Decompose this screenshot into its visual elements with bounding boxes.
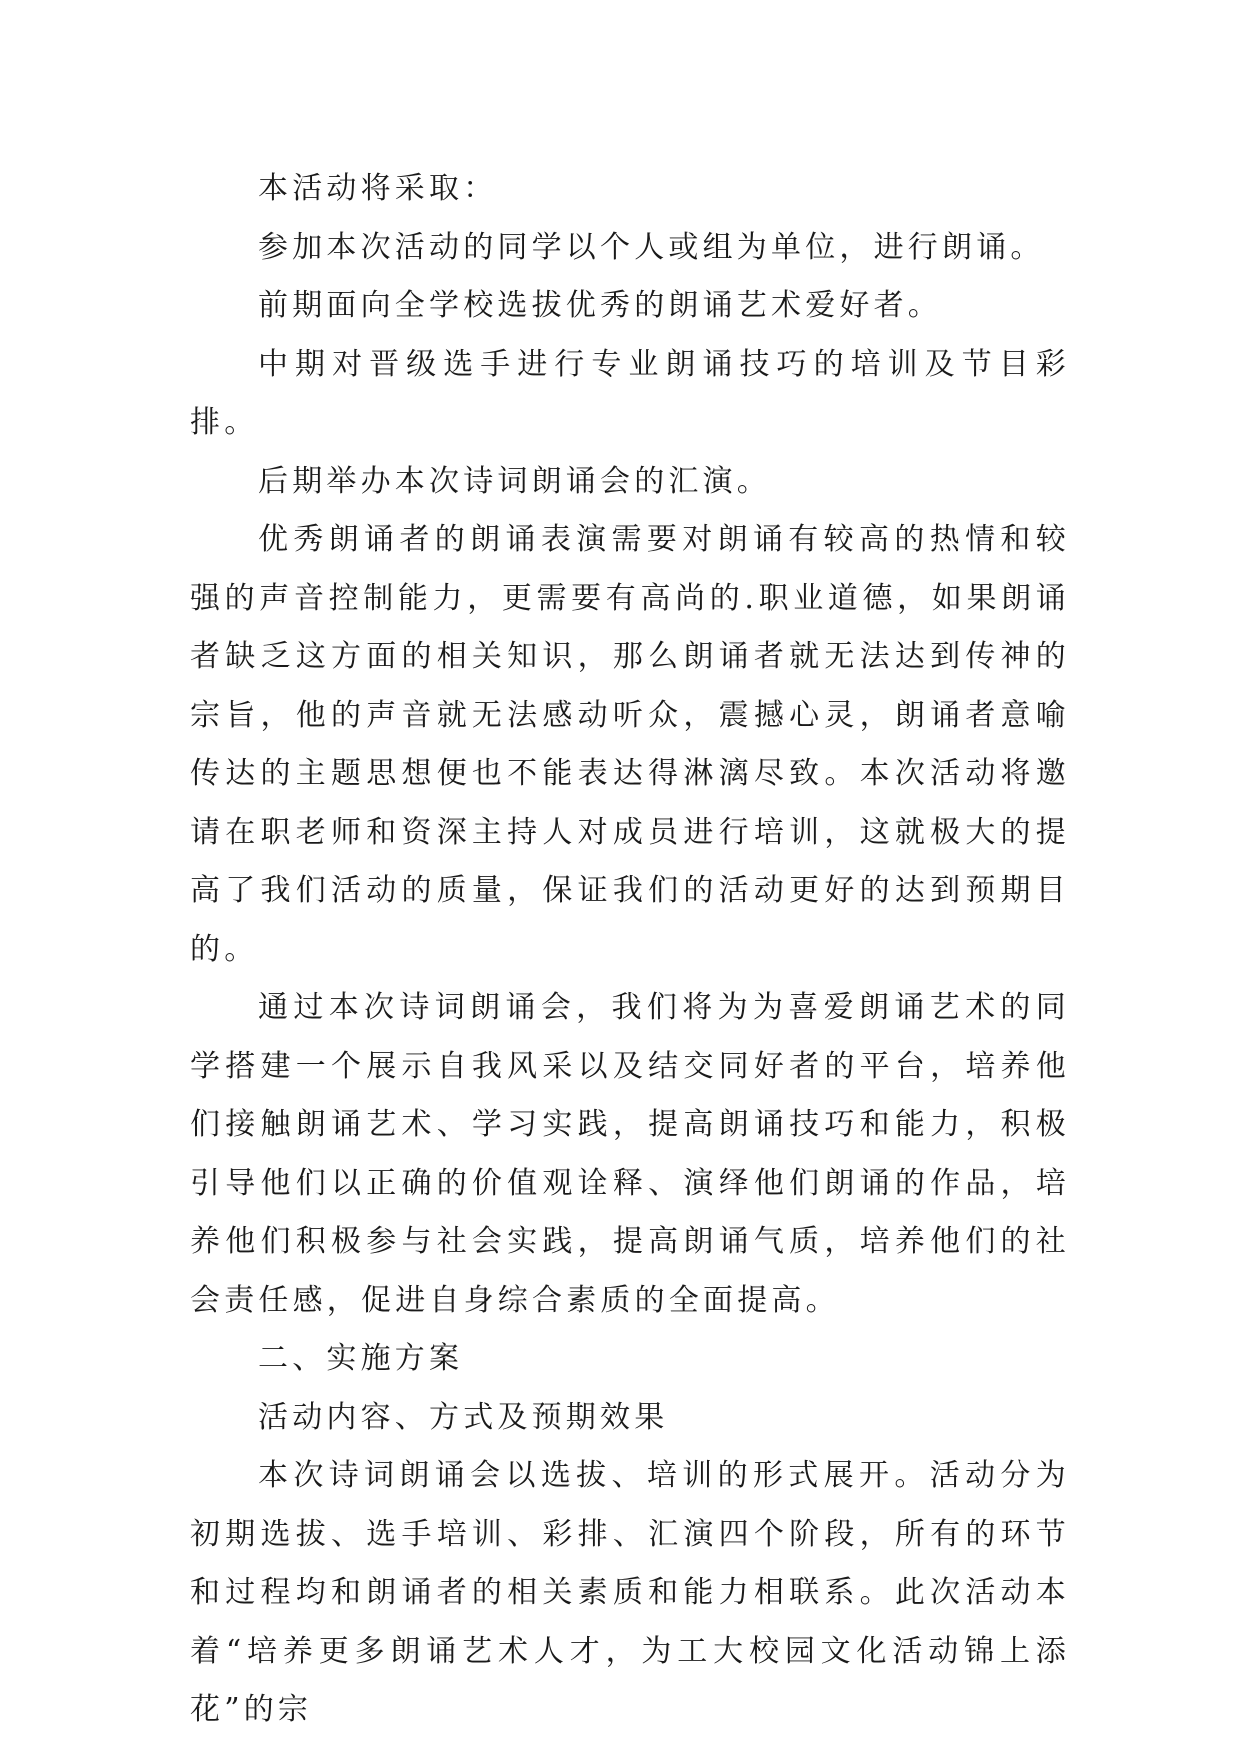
section-heading-implementation: 二、实施方案 [258, 1341, 464, 1376]
paragraph-middle-stage: 中期对晋级选手进行专业朗诵技巧的培训及节目彩排。 [190, 346, 1070, 440]
paragraph-stages: 本次诗词朗诵会以选拔、培训的形式展开。活动分为初期选拔、选手培训、彩排、汇演四个阶段，所有的环节和过程均和朗诵者的相关素质和能力相联系。此次活动本着“培养更多朗诵艺术人才，为工大校园文化活动锦上添花”的宗 [190, 1458, 1070, 1727]
paragraph-early-stage: 前期面向全学校选拔优秀的朗诵艺术爱好者。 [258, 288, 942, 323]
paragraph-activity-intro: 本活动将采取： [258, 171, 498, 206]
paragraph-late-stage: 后期举办本次诗词朗诵会的汇演。 [258, 463, 771, 499]
paragraph-reciter-requirements: 优秀朗诵者的朗诵表演需要对朗诵有较高的热情和较强的声音控制能力，更需要有高尚的.职业道德，如果朗诵者缺乏这方面的相关知识，那么朗诵者就无法达到传神的宗旨，他的声音就无法感动听众，震撼心灵，朗诵者意喻传达的主题思想便也不能表达得淋漓尽致。本次活动将邀请在职老师和资深主持人对成员进行培训，这就极大的提高了我们活动的质量，保证我们的活动更好的达到预期目的。 [190, 522, 1070, 967]
subheading-content-methods: 活动内容、方式及预期效果 [258, 1399, 669, 1435]
paragraph-goals: 通过本次诗词朗诵会，我们将为为喜爱朗诵艺术的同学搭建一个展示自我风采以及结交同好者的平台，培养他们接触朗诵艺术、学习实践，提高朗诵技巧和能力，积极引导他们以正确的价值观诠释、演绎他们朗诵的作品，培养他们积极参与社会实践，提高朗诵气质，培养他们的社会责任感，促进自身综合素质的全面提高。 [190, 990, 1070, 1318]
document-body [190, 160, 1070, 1740]
paragraph-participation: 参加本次活动的同学以个人或组为单位，进行朗诵。 [258, 229, 1045, 265]
